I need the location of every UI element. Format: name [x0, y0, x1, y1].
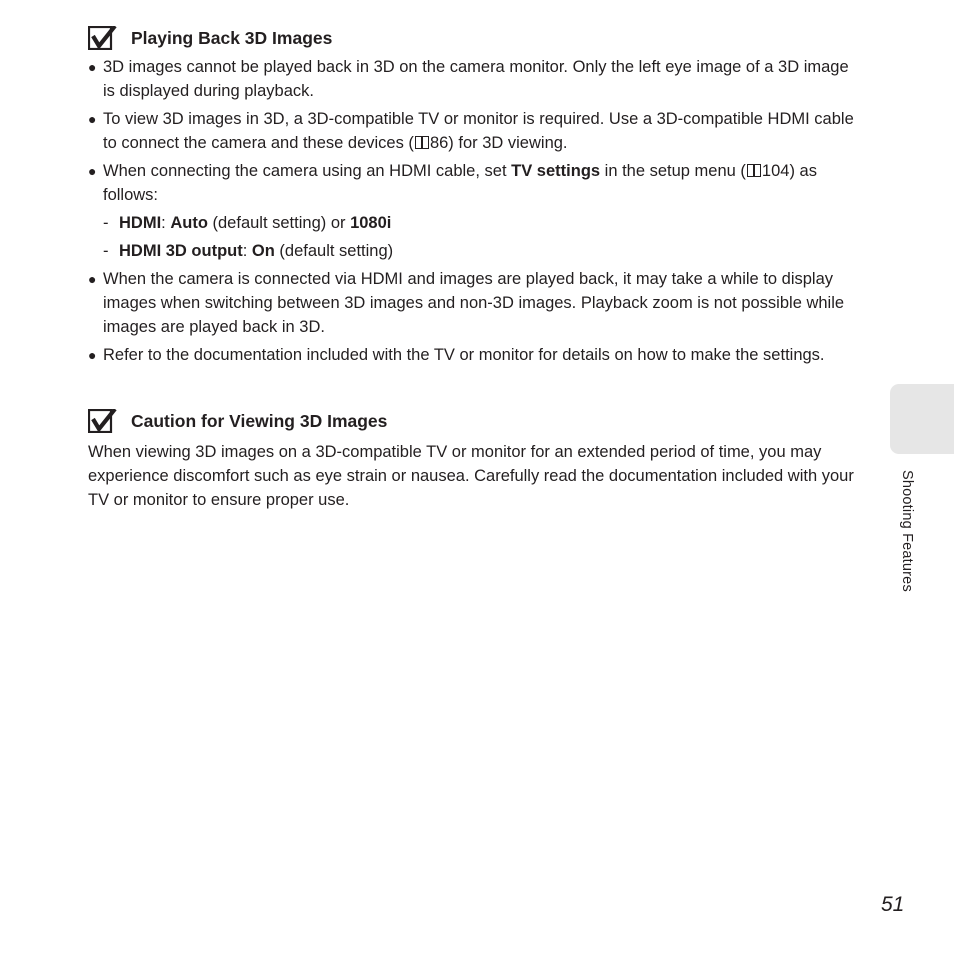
page-reference: 104	[761, 162, 790, 180]
page-number: 51	[881, 893, 905, 916]
bullet-list	[88, 55, 863, 371]
chapter-label: Shooting Features	[899, 470, 915, 592]
caution-paragraph: When viewing 3D images on a 3D-compatible TV or monitor for an extended period of time, you may experience discomfort such as eye strain or nausea. Carefully read the documentation included with your TV or monitor to ensure proper use.	[88, 443, 854, 509]
list-item: ● 3D images cannot be played back in 3D on the camera monitor. Only the left eye image of a 3D image is displayed during playback.	[88, 58, 849, 100]
section-heading-caution	[88, 409, 387, 433]
list-item: ● When connecting the camera using an HDMI cable, set TV settings in the setup menu ( 104) as follows:	[88, 162, 817, 204]
section-heading-playback	[88, 26, 332, 50]
checkmark-note-icon	[88, 26, 118, 50]
list-item: ● When the camera is connected via HDMI and images are played back, it may take a while to display images when switching between 3D images and non-3D images. Playback zoom is not possible while images are played back in 3D.	[88, 270, 845, 336]
list-item: ● To view 3D images in 3D, a 3D-compatible TV or monitor is required. Use a 3D-compatible HDMI cable to connect the camera and these devices ( 86) for 3D viewing.	[88, 110, 854, 152]
sub-item: - HDMI 3D output: On (default setting)	[103, 242, 394, 260]
book-reference-icon	[747, 164, 761, 177]
menu-setting-name: TV settings	[511, 162, 601, 180]
section-title: Playing Back 3D Images	[131, 28, 333, 48]
checkmark-note-icon	[88, 409, 118, 433]
sub-item: - HDMI: Auto (default setting) or 1080i	[103, 214, 392, 232]
section-title: Caution for Viewing 3D Images	[131, 411, 388, 431]
page-reference: 86	[429, 134, 449, 152]
chapter-tab	[890, 384, 954, 454]
list-item: ● Refer to the documentation included with the TV or monitor for details on how to make the settings.	[88, 346, 825, 364]
book-reference-icon	[415, 136, 429, 149]
